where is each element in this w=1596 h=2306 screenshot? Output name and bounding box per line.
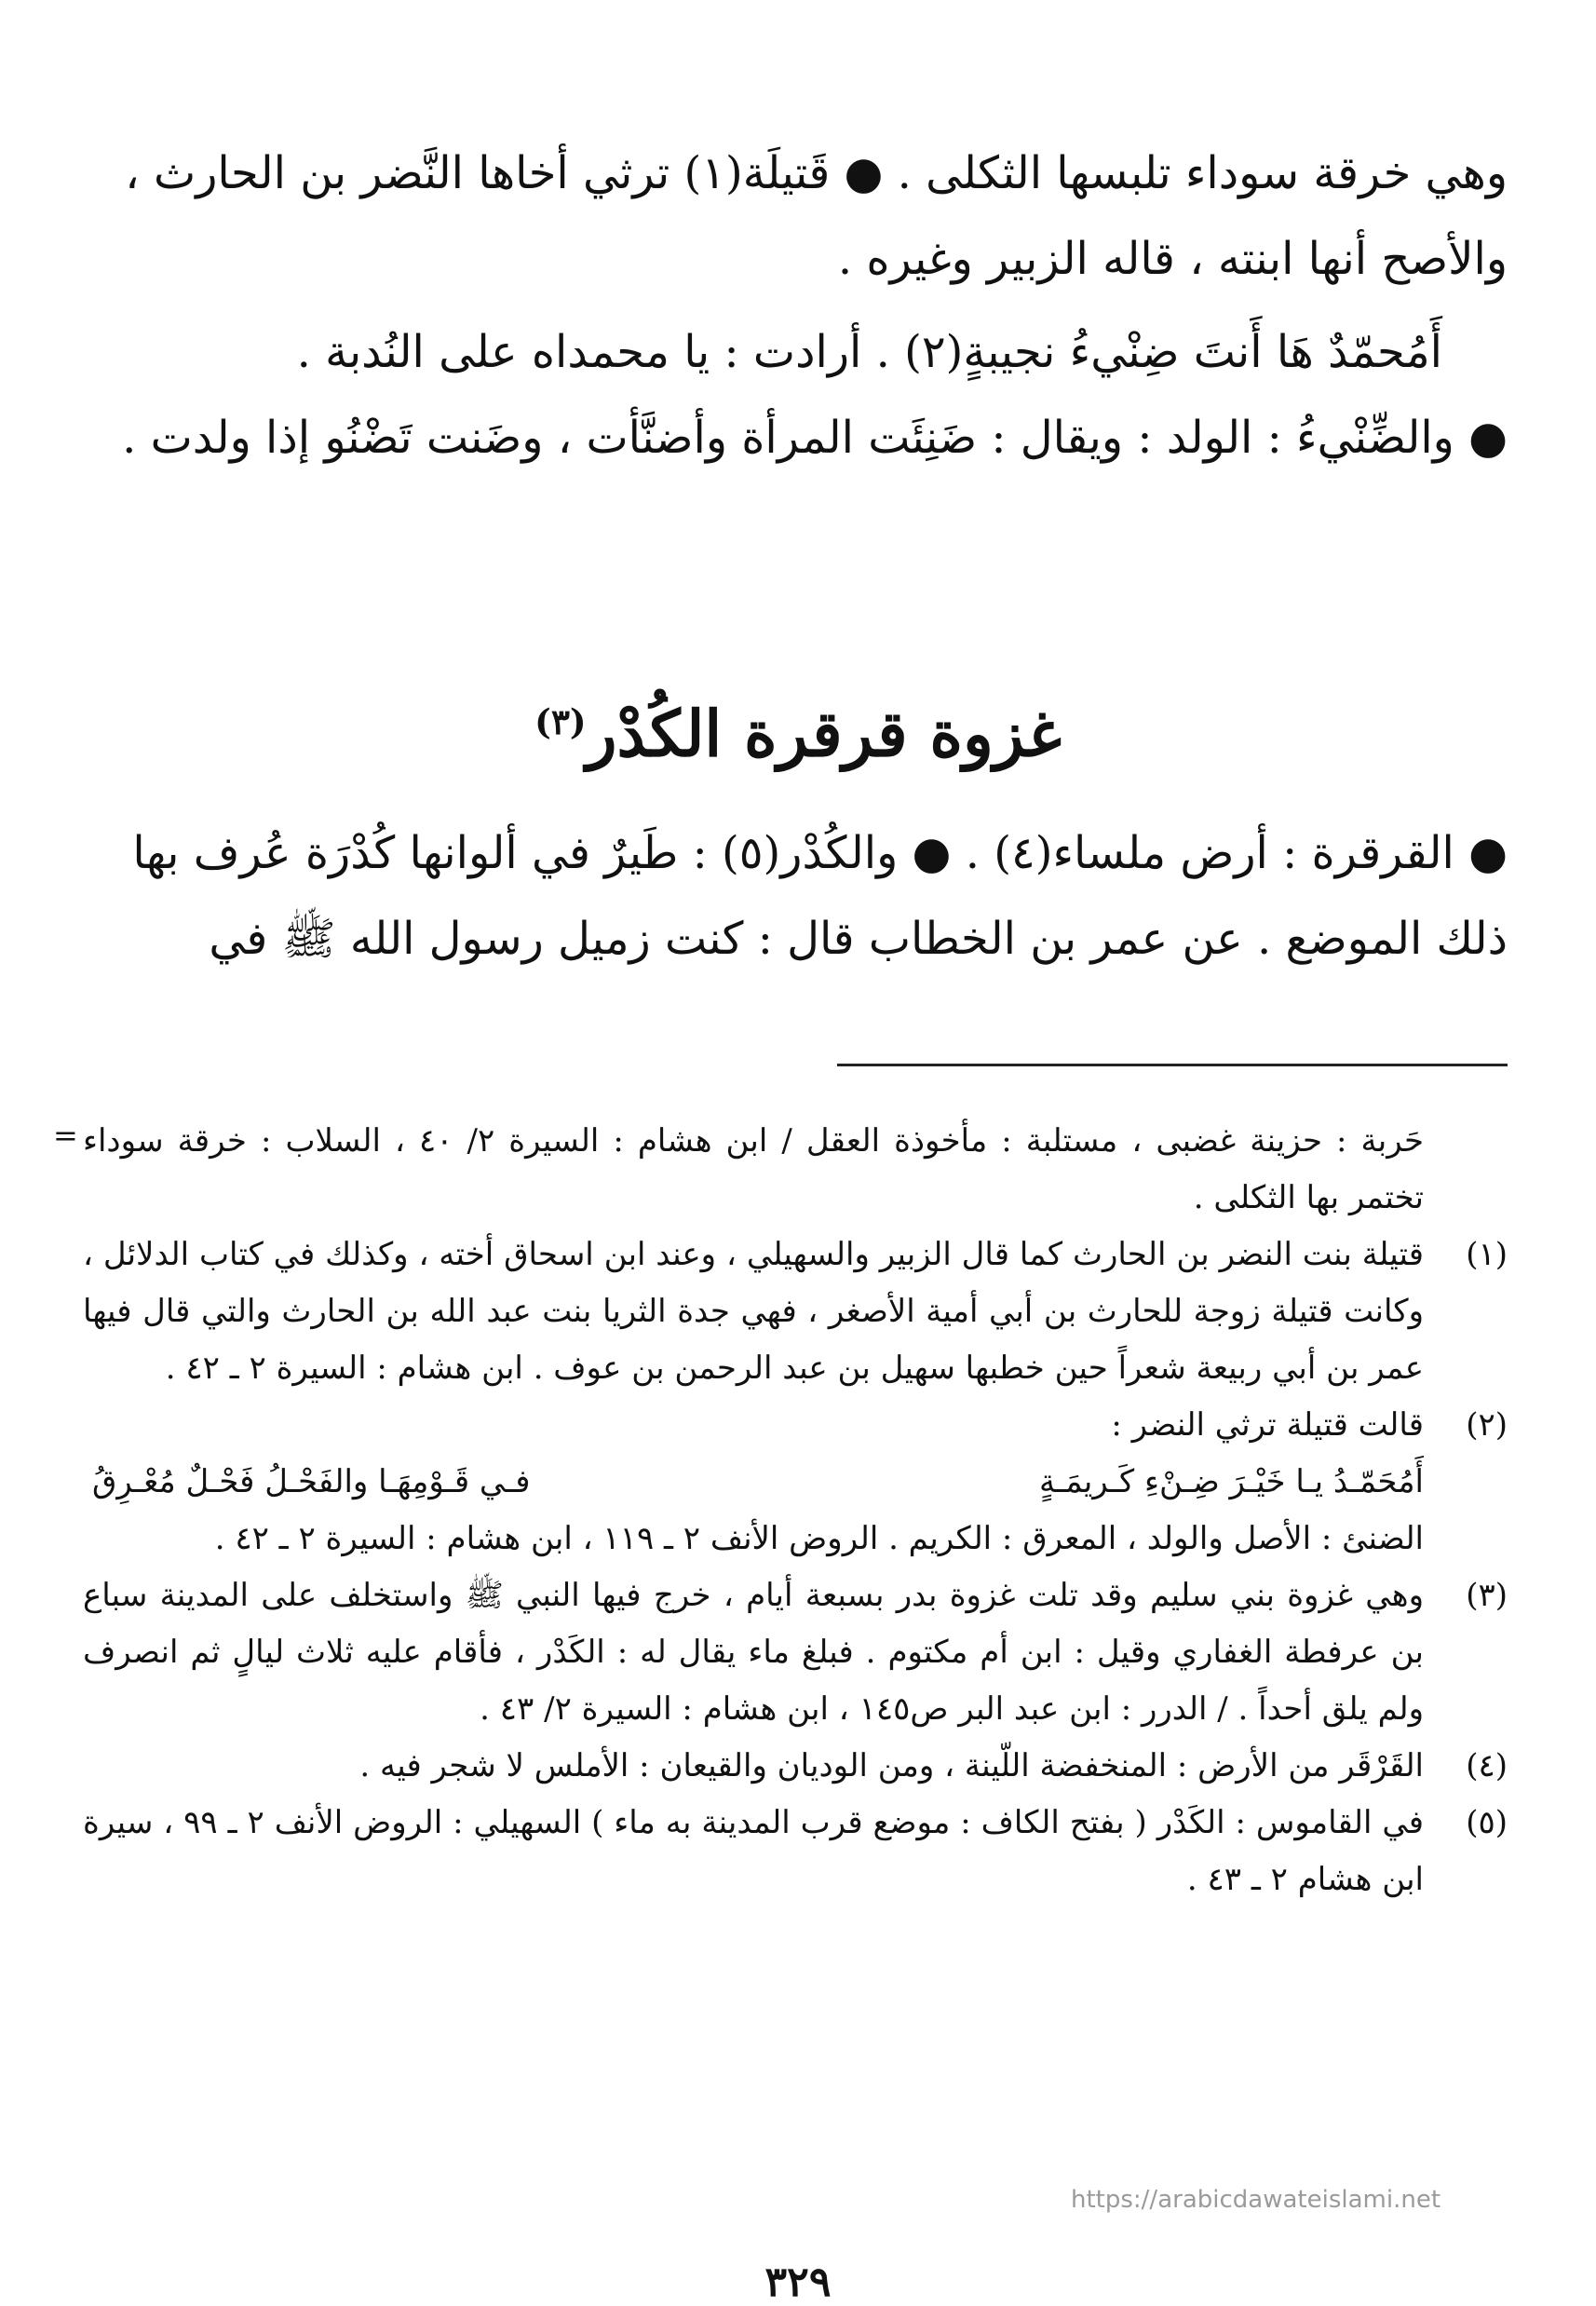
- main-paragraph-1: وهي خرقة سوداء تلبسها الثكلى . ● قَتيلَة(١) ترثي أخاها النَّضر بن الحارث ، والأصح أنها ابنته ، قاله الزبير وغيره .: [125, 147, 1508, 285]
- section-paragraph: ● القرقرة : أرض ملساء(٤) . ● والكُدْر(٥) : طَيرٌ في ألوانها كُدْرَة عُرف بها ذلك الموضع . عن عمر بن الخطاب قال : كنت زميل رسول الله ﷺ في: [132, 827, 1508, 965]
- footnote-2-verse-second-half: فـي قَـوْمِهَـا والفَحْـلُ فَحْـلٌ مُعْـرِقُ: [92, 1463, 531, 1500]
- footnote-1: [83, 1227, 1508, 1397]
- main-text: [92, 130, 1508, 481]
- footnote-continuation: [83, 1113, 1508, 1227]
- footnote-2-number: (٢): [1466, 1406, 1508, 1444]
- footnote-4-number: (٤): [1466, 1747, 1508, 1784]
- footnote-4-text: القَرْقَر من الأرض : المنخفضة اللّينة ، ومن الوديان والقيعان : الأملس لا شجر فيه .: [359, 1747, 1424, 1784]
- footnote-1-text: قتيلة بنت النضر بن الحارث كما قال الزبير والسهيلي ، وعند ابن اسحاق أخته ، وكذلك في كتاب الدلائل ، وكانت قتيلة زوجة للحارث بن أبي أمية الأصغر ، فهي جدة الثريا بنت عبد الله بن الحارث والتي قال فيها عمر بن أبي ربيعة شعراً حين خطبها سهيل بن عبد الرحمن بن عوف . ابن هشام : السيرة ٢ ـ ٤٢ .: [83, 1236, 1424, 1387]
- footnote-2: [83, 1397, 1508, 1567]
- main-verse-line: أَمُحمّدٌ هَا أَنتَ ضِنْيءُ نجيبةٍ(٢) . أرادت : يا محمداه على النُدبة .: [296, 326, 1442, 378]
- footnote-continuation-text: حَربة : حزينة غضبى ، مستلبة : مأخوذة العقل / ابن هشام : السيرة ٢/ ٤٠ ، السلاب : خرقة سوداء تختمر بها الثكلى .: [83, 1122, 1424, 1216]
- footnote-4: [83, 1738, 1508, 1795]
- footnote-1-number: (١): [1466, 1236, 1508, 1273]
- footnote-2-verse-first-half: أَمُحَمّـدُ يـا خَيْـرَ ضِـنْءِ كَـريمَـةٍ: [1039, 1463, 1424, 1500]
- footnote-5-number: (٥): [1466, 1804, 1508, 1841]
- footnote-3-number: (٣): [1466, 1577, 1508, 1614]
- footnote-number-empty: [1424, 1113, 1508, 1227]
- footnote-5: [83, 1795, 1508, 1908]
- footnote-2-intro: قالت قتيلة ترثي النضر :: [1111, 1406, 1424, 1444]
- footnote-3-text: وهي غزوة بني سليم وقد تلت غزوة بدر بسبعة أيام ، خرج فيها النبي ﷺ واستخلف على المدينة سباع بن عرفطة الغفاري وقيل : ابن أم مكتوم . فبلغ ماء يقال له : الكَدْر ، فأقام عليه ثلاث ليالٍ ثم انصرف ولم يلق أحداً . / الدرر : ابن عبد البر ص١٤٥ ، ابن هشام : السيرة ٢/ ٤٣ .: [83, 1577, 1424, 1728]
- footnote-2-body: [83, 1397, 1424, 1567]
- footnote-2-text: الضنئ : الأصل والولد ، المعرق : الكريم . الروض الأنف ٢ ـ ١١٩ ، ابن هشام : السيرة ٢ ـ ٤٢ .: [214, 1520, 1424, 1557]
- watermark-url: https://arabicdawateislami.net: [1071, 2186, 1441, 2214]
- footnote-2-poem-line: [83, 1454, 1424, 1511]
- section-heading-footnote-mark: (٣): [534, 701, 587, 742]
- footnote-continuation-mark: =: [53, 1118, 78, 1153]
- main-paragraph-3: ● والضِّنْيءُ : الولد : ويقال : ضَنِئَت المرأة وأضنَّأت ، وضَنت تَضْنُو إذا ولدت .: [122, 412, 1508, 464]
- page-number: ٣٢٩: [764, 2259, 832, 2306]
- footnotes: [83, 1113, 1508, 1908]
- footnote-separator: [837, 1064, 1508, 1066]
- section-text: [92, 810, 1508, 982]
- section-heading: [0, 680, 1596, 777]
- footnote-3: [83, 1567, 1508, 1738]
- footnote-5-text: في القاموس : الكَدْر ( بفتح الكاف : موضع قرب المدينة به ماء ) السهيلي : الروض الأنف ٢ ـ ٩٩ ، سيرة ابن هشام ٢ ـ ٤٣ .: [83, 1804, 1425, 1898]
- section-heading-text: غزوة قرقرة الكُدْر: [586, 697, 1062, 772]
